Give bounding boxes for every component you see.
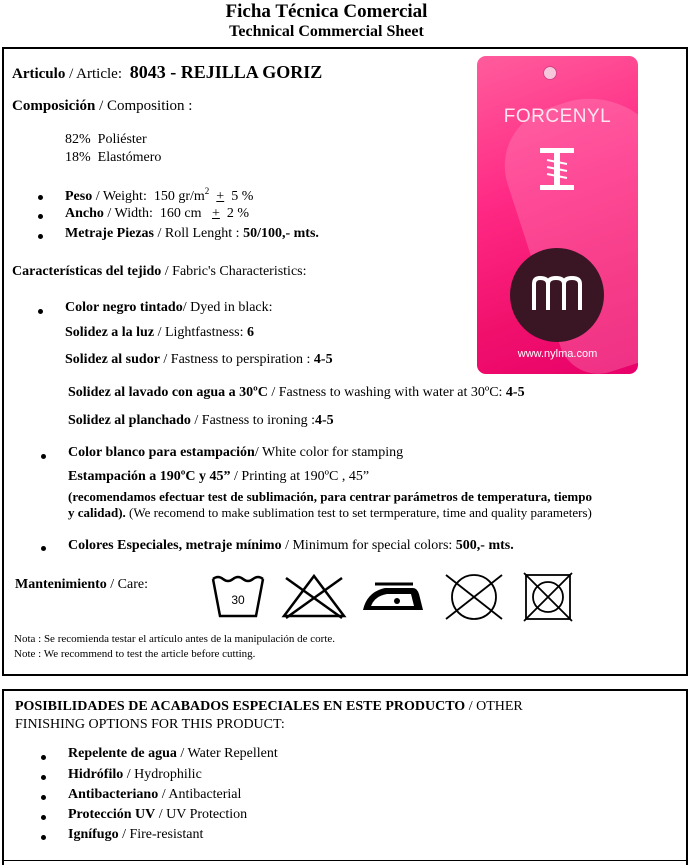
washing-line: [68, 385, 525, 401]
tag-url: www.nylma.com: [517, 348, 598, 360]
sublimation-note-line1: (recomendamos efectuar test de sublimación, para centrar parámetros de temperatura, tiempo: [68, 489, 592, 504]
light-value: 6: [247, 325, 254, 340]
white-label-es: Color blanco para estampación: [68, 445, 255, 460]
note-en: Note : We recommend to test the article before cutting.: [14, 648, 256, 660]
no-dry-clean-icon: [442, 571, 506, 623]
note-line2-rest: (We recomend to make sublimation test to set termperature, time and quality parameters): [125, 505, 592, 520]
bullet: [41, 815, 46, 820]
finishing-title-es: POSIBILIDADES DE ACABADOS ESPECIALES EN ESTE PRODUCTO: [15, 699, 466, 714]
weight-line: [65, 186, 253, 205]
finishing-title-en-a: / OTHER: [465, 699, 523, 714]
bullet: [38, 195, 43, 200]
composition-item: [65, 132, 147, 148]
bullet: [38, 214, 43, 219]
ironing-line: [68, 413, 334, 429]
finishing-title-line1: [15, 699, 523, 715]
tag-brand: FORCENYL: [503, 106, 612, 127]
roll-label-es: Metraje Piezas: [65, 226, 154, 241]
product-tag: [477, 56, 638, 374]
weight-plusminus: +: [216, 189, 225, 204]
iron-one-dot-icon: [361, 574, 427, 616]
iron-value: 4-5: [314, 413, 334, 428]
light-label-en: / Lightfastness:: [154, 325, 244, 340]
special-value: 500,- mts.: [455, 538, 514, 553]
print-label-es: Estampación a 190ºC y 45”: [68, 469, 231, 484]
wash-label-es: Solidez al lavado con agua a 30ºC: [68, 385, 268, 400]
print-label-en: / Printing at 190ºC , 45”: [230, 469, 370, 484]
bullet: [41, 454, 46, 459]
width-value: 160 cm: [159, 206, 202, 221]
finishing-item-en: / Hydrophilic: [123, 767, 202, 782]
article-label-es: Articulo: [12, 66, 66, 82]
care-label-es: Mantenimiento: [15, 577, 107, 592]
perspiration-line: [65, 352, 333, 368]
weight-label-es: Peso: [65, 189, 93, 204]
sweat-value: 4-5: [313, 352, 333, 367]
wash-30-icon: [210, 572, 266, 622]
wash-label-en: / Fastness to washing with water at 30ºC:: [267, 385, 503, 400]
finishing-item-es: Antibacteriano: [68, 787, 159, 802]
special-colors-line: [68, 538, 514, 554]
black-color-line: [65, 300, 273, 316]
care-label-en: / Care:: [106, 577, 148, 592]
care-heading: [15, 577, 148, 593]
composition-label-en: / Composition :: [95, 98, 193, 114]
bullet: [41, 755, 46, 760]
bullet: [41, 775, 46, 780]
roll-line: [65, 226, 319, 242]
special-label-es: Colores Especiales, metraje mínimo: [68, 538, 282, 553]
black-label-en: / Dyed in black:: [182, 300, 273, 315]
sweat-label-es: Solidez al sudor: [65, 352, 160, 367]
composition-heading: [12, 98, 192, 115]
composition-pct: 82%: [65, 132, 91, 147]
note-es: Nota : Se recomienda testar el artículo antes de la manipulación de corte.: [14, 633, 336, 645]
nylma-logo-mark-icon: [510, 248, 604, 342]
width-line: [65, 206, 249, 222]
no-bleach-icon: [280, 572, 348, 620]
fabric-heading: [12, 264, 307, 280]
bullet: [38, 309, 43, 314]
finishing-item: [68, 827, 203, 843]
weight-sup: 2: [204, 186, 210, 196]
bullet: [41, 835, 46, 840]
spool-icon: [537, 146, 577, 192]
iron-label-es: Solidez al planchado: [68, 413, 191, 428]
finishing-item: [68, 787, 241, 803]
lightfastness-line: [65, 325, 254, 341]
finishing-item-en: / Fire-resistant: [118, 827, 204, 842]
bullet: [41, 546, 46, 551]
article-label-en: / Article:: [65, 66, 122, 82]
no-tumble-dry-icon: [522, 571, 574, 623]
sublimation-note-line2: [68, 505, 592, 521]
bottom-divider: [2, 860, 688, 861]
bullet: [41, 795, 46, 800]
finishing-item: [68, 746, 278, 762]
special-label-en: / Minimum for special colors:: [281, 538, 453, 553]
fabric-label-en: / Fabric's Characteristics:: [161, 264, 307, 279]
composition-material: Elastómero: [97, 150, 162, 165]
light-label-es: Solidez a la luz: [65, 325, 155, 340]
composition-label-es: Composición: [12, 98, 96, 114]
tag-hole: [543, 66, 557, 80]
finishing-item-en: / Water Repellent: [176, 746, 278, 761]
composition-item: [65, 150, 161, 166]
white-color-line: [68, 445, 403, 461]
printing-line: [68, 469, 369, 485]
finishing-item: [68, 807, 247, 823]
weight-value: 150 gr/m: [153, 189, 205, 204]
article-line: [12, 62, 322, 83]
note-line2-bold: y calidad).: [68, 505, 126, 520]
black-label-es: Color negro tintado: [65, 300, 183, 315]
sweat-label-en: / Fastness to perspiration :: [159, 352, 311, 367]
finishing-item-es: Ignífugo: [68, 827, 119, 842]
iron-label-en: / Fastness to ironing :: [190, 413, 315, 428]
page-subtitle: Technical Commercial Sheet: [229, 23, 424, 40]
composition-material: Poliéster: [97, 132, 147, 147]
weight-label-en: / Weight:: [92, 189, 147, 204]
page-title: Ficha Técnica Comercial: [225, 1, 428, 22]
width-label-en: / Width:: [103, 206, 153, 221]
finishing-item-en: / Antibacterial: [158, 787, 242, 802]
weight-tolerance: 5 %: [231, 189, 254, 204]
width-label-es: Ancho: [65, 206, 104, 221]
wash-value: 4-5: [505, 385, 525, 400]
roll-value: 50/100,- mts.: [243, 226, 319, 241]
white-label-en: / White color for stamping: [254, 445, 404, 460]
wash-temp-label: 30: [231, 593, 245, 607]
width-plusminus: +: [211, 206, 220, 221]
roll-label-en: / Roll Lenght :: [154, 226, 240, 241]
nylma-logo: [510, 248, 604, 342]
width-tolerance: 2 %: [226, 206, 250, 221]
article-code: 8043 - REJILLA GORIZ: [129, 62, 323, 82]
finishing-item-es: Hidrófilo: [68, 767, 124, 782]
finishing-item-en: / UV Protection: [155, 807, 248, 822]
bullet: [38, 234, 43, 239]
finishing-item-es: Protección UV: [68, 807, 156, 822]
finishing-title-line2: FINISHING OPTIONS FOR THIS PRODUCT:: [15, 717, 285, 732]
fabric-label-es: Características del tejido: [12, 264, 162, 279]
finishing-item-es: Repelente de agua: [68, 746, 177, 761]
finishing-item: [68, 767, 202, 783]
composition-pct: 18%: [65, 150, 91, 165]
